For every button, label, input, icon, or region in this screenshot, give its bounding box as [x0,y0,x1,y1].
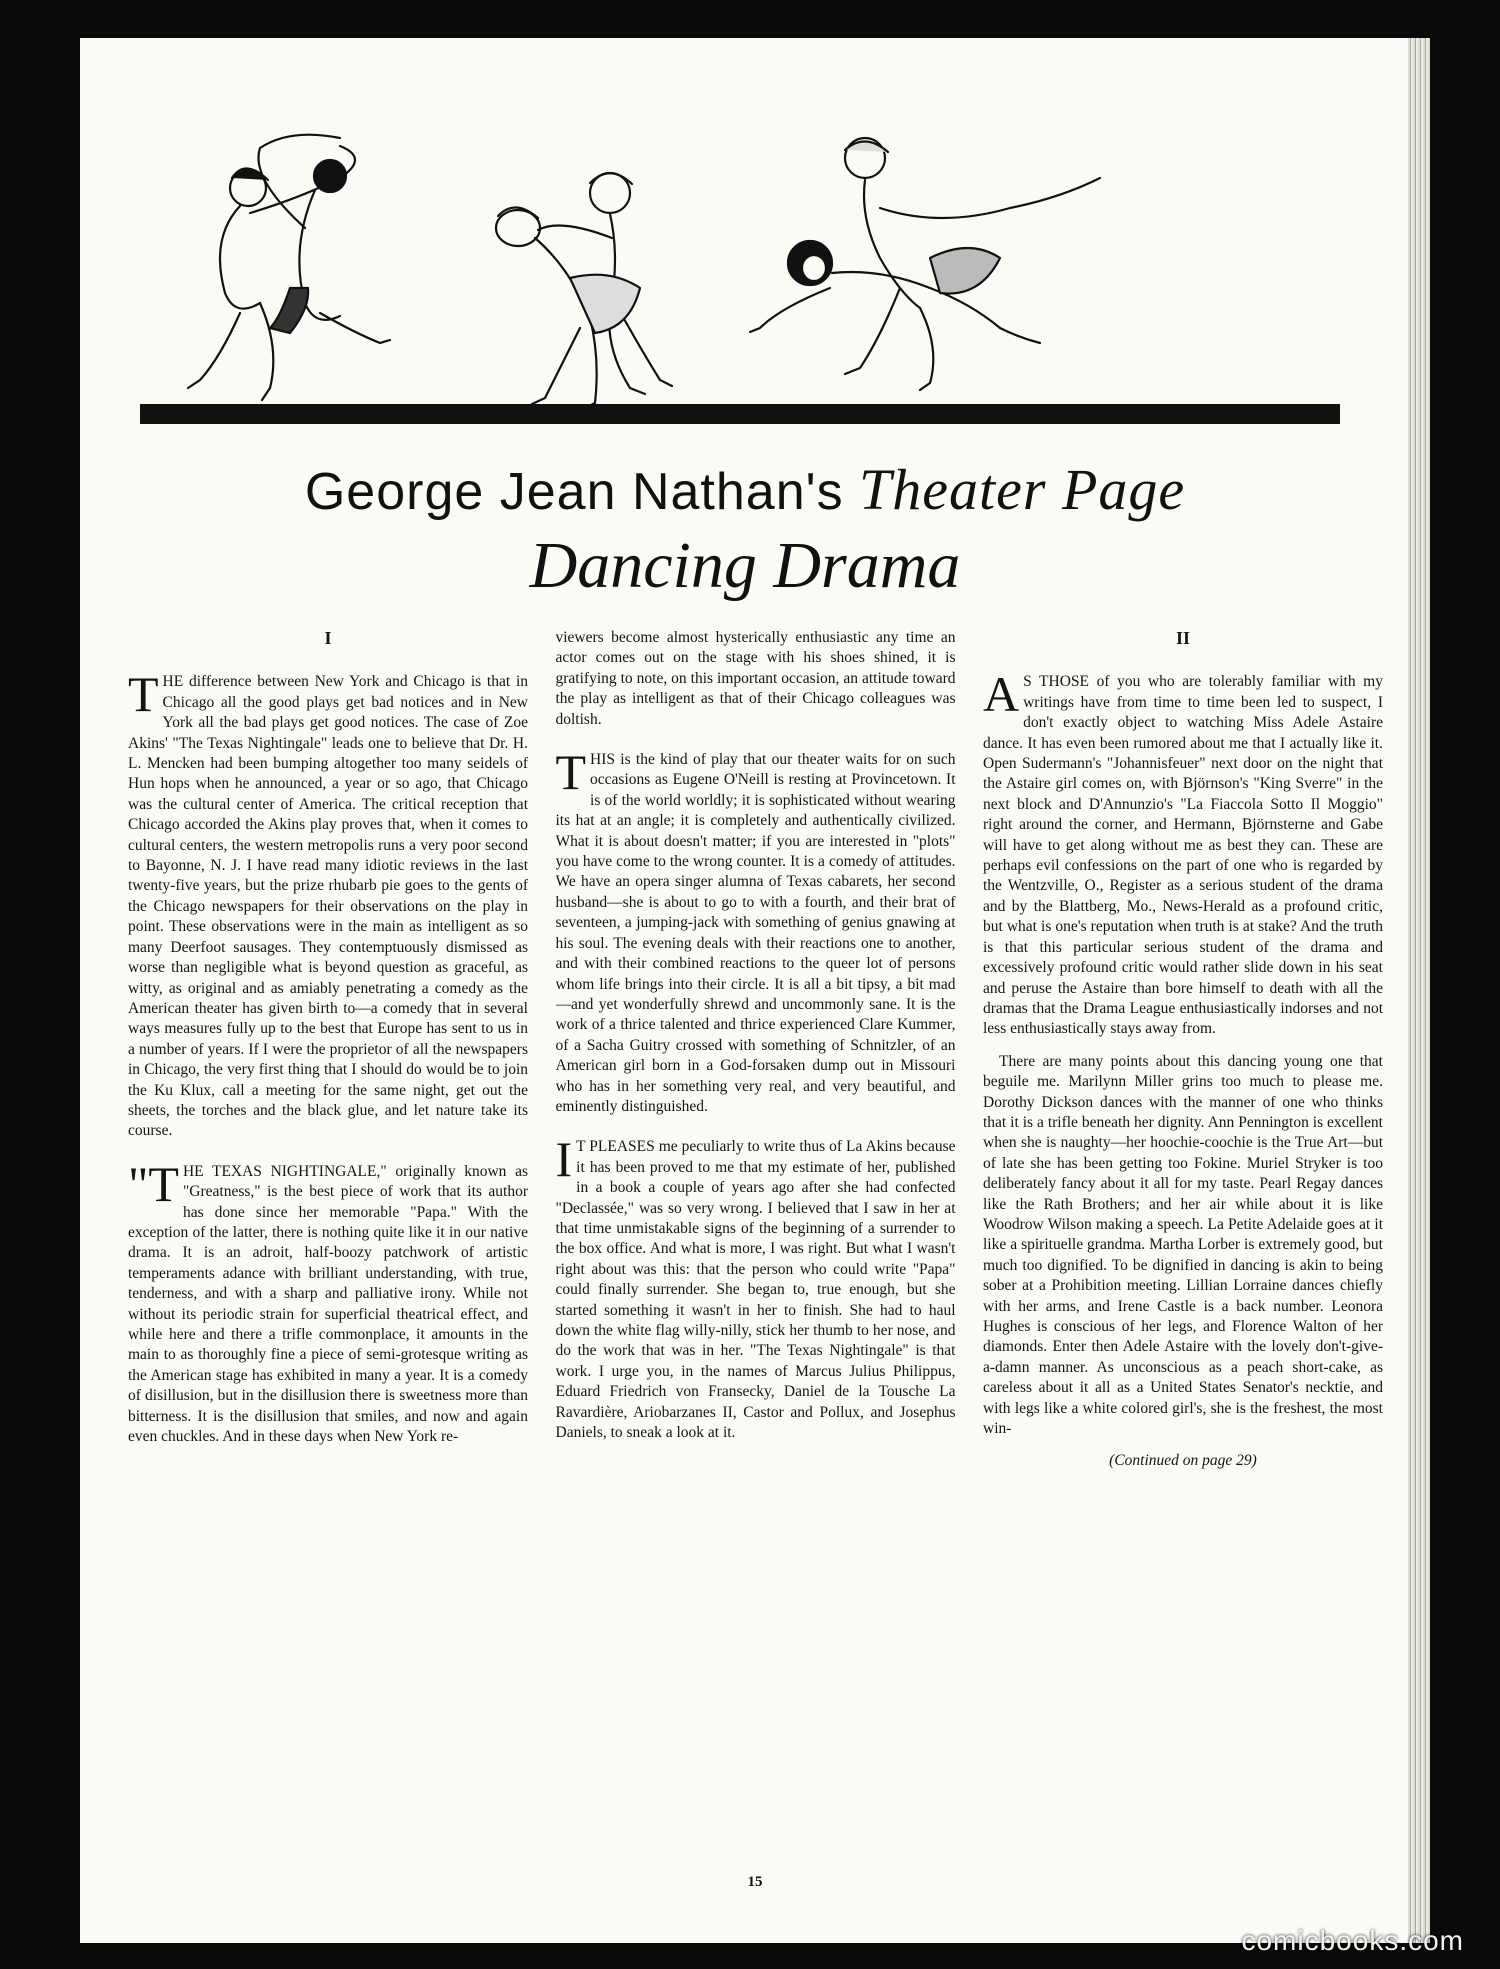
column-2 [556,628,956,1858]
magazine-page [80,38,1430,1943]
paragraph: THIS is the kind of play that our theater waits for on such occasions as Eugene O'Neill is resting at Provincetown. It is of the world worldly; it is sophisticated without wearing its hat at an angle; it is completely and authentically civilized. What it is about doesn't matter; if you are interested in "plots" you have come to the wrong counter. It is a comedy of attitudes. We have an opera singer alumna of Texas cabarets, her second husband—she is about to go to with a fourth, and their brat of seventeen, a jumping-jack with something of genius gnawing at his soul. The evening deals with their reactions one to another, and with their combined reactions to the queer lot of persons whom life brings into their circle. It is all a bit tipsy, a bit mad—and yet wonderfully shrewd and uncommonly sane. It is the work of a thrice talented and thrice experienced Clare Kummer, of a Sacha Guitry crossed with something of Schnitzler, of an American girl born in a God-forsaken dump out in Missouri who has in her something very real, and very beautiful, and eminently distinguished. [555,744,956,1115]
article-columns [128,628,1383,1858]
paragraph: IT PLEASES me peculiarly to write thus of La Akins because it has been proved to me that my estimate of her, published in a book a couple of years ago after she had confected "Declassée," was so very wrong. I believed that I saw in her at that time unmistakable signs of the beginning of a surrender to the box office. And what is more, I was right. But what I wasn't right about was this: that the person who could write "Papa" could finally surrender. She began to, true enough, but she started something it wasn't in her to finish. She had to haul down the white flag willy-nilly, stick her thumb to her nose, and do the work that was in her. "The Texas Nightingale" is that work. I urge you, in the names of Marcus Julius Philippus, Eduard Friedrich von Fransecky, Daniel de la Tousche La Ravardière, Ariobarzanes II, Castor and Pollux, and Josephus Daniels, to sneak a look at it. [555,1131,956,1442]
section-heading-1: I [324,628,332,648]
paragraph: "THE TEXAS NIGHTINGALE," originally known as "Greatness," is the best piece of work that its author has done since her memorable "Papa." With the exception of the latter, there is nothing quite like it in our native drama. It is an adroit, half-boozy patchwork of artistic temperaments adance with brilliant understanding, with true, tenderness, and with a sharp and palliative irony. While not without its periodic strain for superficial theatrical effect, and while here and there a trifle commonplace, it amounts in the main to as thoroughly fine a piece of semi-grotesque writing as the American stage has exhibited in many a year. It is a comedy of disillusion, but in the disillusion there is sweetness more than bitterness. It is the disillusion that smiles, and now and again even chuckles. And in these days when New York re- [128,1155,528,1446]
paragraph: viewers become almost hysterically enthusiastic any time an actor comes out on the stage with his shoes shined, it is gratifying to note, on this important occasion, an attitude toward the play as intelligent as that of their Chicago colleagues was doltish. [555,629,956,728]
column-3 [983,628,1383,1858]
continued-note: (Continued on page 29) [1109,1452,1257,1470]
dancer-pair-center [496,173,672,408]
column-1 [128,628,528,1858]
dancing-couples-illustration [140,118,1340,428]
title-italic: Theater Page [859,457,1186,522]
illustration-base-rule [140,404,1340,424]
section-heading-2: II [1175,628,1190,648]
paragraph: AS THOSE of you who are tolerably familiar with my writings have from time to time been led to suspect, I don't exactly object to watching Miss Adele Astaire dance. It has even been rumored about me that I actually like it. Open Sudermann's "Johannisfeuer" next door on the night that the Astaire girl comes on, with Björnson's "King Sverre" in the next block and D'Annunzio's "La Fiaccola Sotto Il Moggio" right around the corner, and Hermann, Björnsterne and Gabe will have to get along without me as best they can. These are perhaps evil confessions on the part of one who is regarded by the Wentzville, O., Register as a serious student of the drama and by the Blattberg, Mo., News-Herald as a profound critic, but what is one's reputation when truth is at stake? And the truth is that this particular serious student of the drama and excessively profound critic would rather slide down in his seat and peruse the Astaire than bore himself to death with all the dramas that the Drama League enthusiastically indorses and not less enthusiastically stays away from. [983,666,1383,1038]
watermark: comicbooks.com [1241,1925,1464,1956]
title-roman: George Jean Nathan's [304,463,860,521]
page-subtitle: Dancing Drama [529,529,961,602]
dancer-pair-left [188,135,390,400]
paragraph: THE difference between New York and Chicago is that in Chicago all the good plays get bad notices and in New York all the bad plays get good notices. The case of Zoe Akins' "The Texas Nightingale" leads one to believe that Dr. H. L. Mencken had been bumping altogether too many seidels of Hun hops when he announced, a year or so ago, that Chicago was the cultural center of America. The critical reception that Chicago accorded the Akins play proves that, when it comes to cultural centers, the western metropolis runs a very poor second to Bayonne, N. J. I have read many idiotic reviews in the last twenty-five years, but the prize rhubarb pie goes to the gents of the Chicago newspapers for their observations on the play in point. These observations were in the main as intelligent as so many Deerfoot sausages. They contemptuously dismissed as worse than negligible what is beyond question as graceful, as witty, as original and as amiably penetrating a comedy as the American theater has given birth to—a comedy that in several ways measures fully up to the best that Europe has sent to us in a number of years. If I were the proprietor of all the newspapers in Chicago, the very first thing that I should do would be to join the Ku Klux, call a meeting for the same night, get out the sheets, the torches and the black glue, and let nature take its course. [128,666,528,1140]
page-title [120,456,1370,523]
paragraph: There are many points about this dancing young one that beguile me. Marilynn Miller grins too much to please me. Dorothy Dickson dances with the manner of one who thinks that it is a trifle beneath her dignity. Ann Pennington is excellent when she is naughty—her hoochie-coochie is the True Art—but of late she has been getting too Fokine. Muriel Stryker is too deliberately fancy about it all for my taste. Pearl Regay dances like the Rath Brothers; and her air while about it is like Woodrow Wilson making a speech. La Petite Adelaide goes at it like a spirituelle grandma. Martha Lorber is extremely good, but much too dignified. To be dignified in dancing is akin to being sober at a Prohibition meeting. Lillian Lorraine dances chiefly with her arms, and Irene Castle is a back number. Leonora Hughes is conscious of her legs, and Florence Walton of her diamonds. Enter then Adele Astaire with the lovely don't-give-a-damn manner. As unconscious as a peach short-cake, as careless about it all as a United States Senator's necktie, and with legs like a white colored girl's, she is the freshest, the most win- [983,1052,1383,1438]
page-edge [1408,38,1430,1943]
page-number: 15 [747,1874,763,1890]
dancer-pair-right [750,138,1100,390]
